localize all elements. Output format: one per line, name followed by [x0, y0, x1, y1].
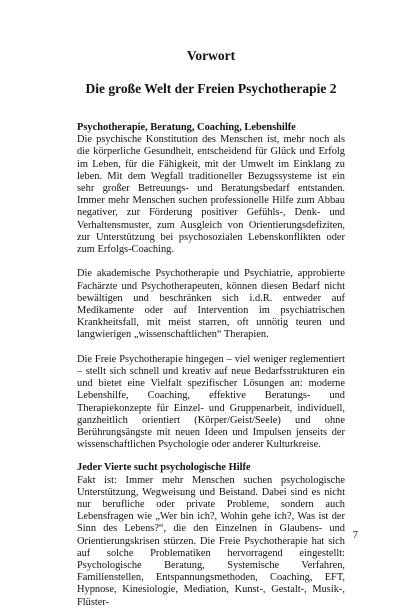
book-title: Die große Welt der Freien Psychotherapie 2	[85, 81, 337, 96]
page-content	[77, 48, 345, 609]
section-heading-psychotherapy: Psychotherapie, Beratung, Coaching, Lebenshilfe	[77, 122, 296, 133]
preface-title: Vorwort	[186, 48, 236, 63]
paragraph: Die akademische Psychotherapie und Psychiatrie, approbierte Fachärzte und Psychotherapeuten, können diesen Bedarf nicht bewältigen und beschränken sich i.d.R. entweder auf Medikamente oder auf Intervention im psychiatrischen Krankheitsfall, mit meist starren, oft unnötig teuren und langwierigen „wissenschaftlichen“ Therapien.	[77, 268, 345, 341]
paragraph: Die Freie Psychotherapie hingegen – viel weniger reglementiert – stellt sich schnell und kreativ auf neue Bedarfsstrukturen ein und bietet eine Vielfalt spezifischer Lösungen an: moderne Lebenshilfe, Coaching, effektive Beratungs- und Therapiekonzepte für Einzel- und Gruppenarbeit, individuell, ganzheitlich orientiert (Körper/Geist/Seele) und ohne Berührungsängste mit neuen Ideen und Impulsen jenseits der wissenschaftlichen Psychologie oder anderer Kulturkreise.	[77, 353, 345, 451]
paragraph: Fakt ist: Immer mehr Menschen suchen psychologische Unterstützung, Wegweisung und Beistand. Dabei sind es nicht nur berufliche oder private Probleme, sondern auch Lebensfragen wie „Wer bin ich?, Wohin gehe ich?, Was ist der Sinn des Lebens?“, die den Einzelnen in Glaubens- und Orientierungskrisen stürzen. Die Freie Psychotherapie hat sich auf solche Problematiken hervorragend eingestellt: Psychologische Beratung, Systemische Verfahren, Familienstellen, Entspannungsmethoden, Coaching, EFT, Hypnose, Kinesiologie, Mediation, Kunst-, Gestalt-, Musik-, Flüster-	[77, 474, 345, 608]
section-heading-help: Jeder Vierte sucht psychologische Hilfe	[77, 462, 251, 474]
paragraph: Die psychische Konstitution des Menschen ist, mehr noch als die körperliche Gesundheit, entscheidend für Glück und Erfolg im Leben, für die Fähigkeit, mit der Umwelt im Einklang zu leben. Mit dem Wegfall traditioneller Bezugssysteme ist ein sehr großer Betreuungs- und Beratungsbedarf entstanden. Immer mehr Menschen suchen professionelle Hilfe zum Abbau negativer, zur Förderung positiver Gefühls-, Denk- und Verhaltensmuster, zum Ausgleich von Orientierungsdefiziten, zur Unterstützung bei psychosozialen Lebenskonflikten oder zum Erfolgs-Coaching.	[77, 134, 345, 256]
page-number: 7	[352, 530, 358, 541]
